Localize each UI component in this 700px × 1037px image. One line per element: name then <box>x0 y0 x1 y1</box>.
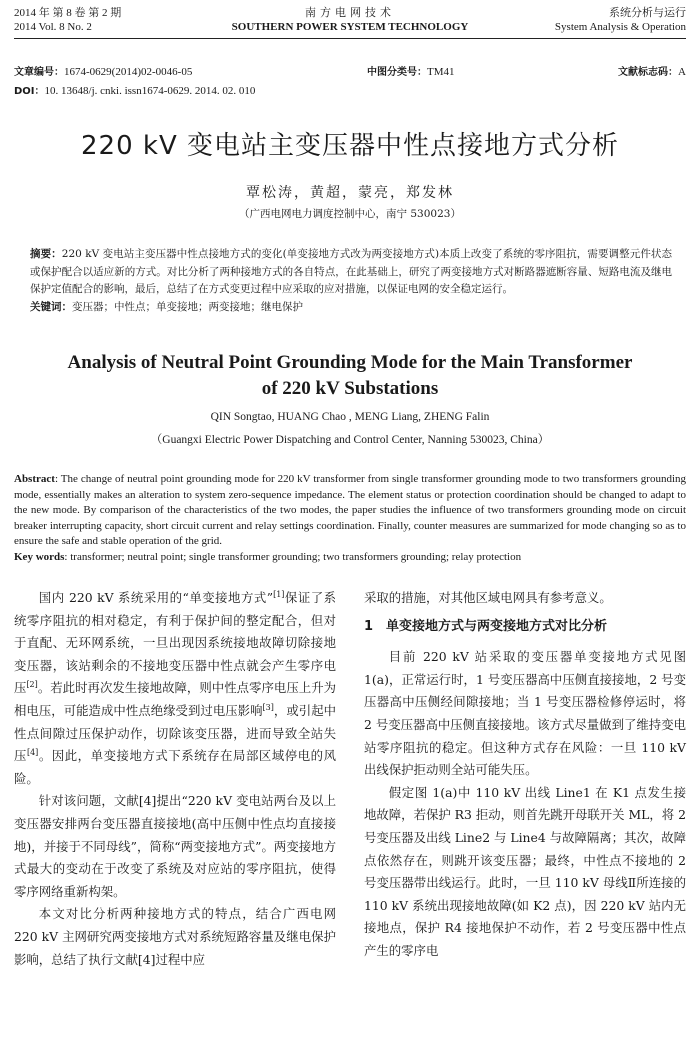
abstract-en <box>14 472 686 565</box>
citation: [1] <box>273 589 285 599</box>
abstract-zh-text: 220 kV 变电站主变压器中性点接地方式的变化(单变接地方式改为两变接地方式)本质上改变了系统的零序阻抗，需要调整元件状态或保护配合以适应新的方式。对比分析了两种接地方式的各自特点，在此基础上，研究了两变接地方式对断路器遮断容量、短路电流及继电保护定值配合的影响，最后，总结了在方式变更过程中应采取的应对措施，以保证电网的安全稳定运行。 <box>30 248 672 295</box>
body-left-column <box>14 587 336 971</box>
doi-label: DOI： <box>14 86 45 97</box>
journal-name-en: SOUTHERN POWER SYSTEM TECHNOLOGY <box>231 21 469 33</box>
body-paragraph: 采取的措施，对其他区域电网具有参考意义。 <box>364 590 612 605</box>
abstract-zh-label: 摘要： <box>30 248 62 260</box>
section-heading-1: 1 单变接地方式与两变接地方式对比分析 <box>364 618 608 634</box>
text-span: 国内 220 kV 系统采用的“单变接地方式” <box>38 590 274 605</box>
text-span: 。因此，单变接地方式下系统存在局部区域停电的风险。 <box>14 748 337 786</box>
abstract-en-label: Abstract <box>14 473 55 485</box>
issue-en: 2014 Vol. 8 No. 2 <box>14 21 92 33</box>
issue-zh: 2014 年 第 8 卷 第 2 期 <box>14 7 122 19</box>
affiliation-zh: （广西电网电力调度控制中心，南宁 530023） <box>239 208 461 220</box>
article-number <box>14 65 192 80</box>
clc-value: TM41 <box>427 66 455 78</box>
abstract-en-text: : The change of neutral point grounding mode for 220 kV transformer from single transformer grounding mode to two transformers grounding mode, essentially makes an alteration to system zero-sequence impedance. The element status or protection coordination should be changed to adapt to the new mode. By comparison of the characteristics of the two modes, the paper studies the influence of two transformers grounding mode on circuit breaker interrupting capacity, short circuit current and relay settings coordination. Finally, counter measures are summarized for mode changing so as to ensure the safe and stable operation of the grid. <box>14 473 686 547</box>
authors-zh: 覃松涛，黄超，蒙亮，郑发林 <box>246 185 454 201</box>
keywords-zh-label: 关键词： <box>30 300 72 313</box>
title-en-line2: of 220 kV Substations <box>261 378 439 399</box>
journal-name-zh: 南方电网技术 <box>305 6 395 19</box>
header-rule <box>14 38 686 39</box>
article-number-value: 1674-0629(2014)02-0046-05 <box>64 66 193 78</box>
section-zh: 系统分析与运行 <box>609 7 686 19</box>
citation: [4] <box>26 748 39 758</box>
title-en-line1: Analysis of Neutral Point Grounding Mode for the Main Transformer <box>67 352 633 373</box>
citation: [3] <box>262 702 274 712</box>
document-code <box>618 65 686 80</box>
clc-label: 中图分类号： <box>367 67 427 78</box>
doi-value: 10. 13648/j. cnki. issn1674-0629. 2014. 02. 010 <box>44 85 256 97</box>
doi <box>14 84 255 99</box>
text-span: 保证了系统零序阻抗的相对稳定，有利于保护间的整定配合，但对于直配、无环网系统，一旦出现因系统接地故障切除接地变压器，该站剩余的不接地变压器中性点就会产生零序电压 <box>14 590 337 696</box>
section-name <box>555 6 686 34</box>
keywords-en-label: Key words <box>14 550 65 563</box>
body-paragraph: 本文对比分析两种接地方式的特点，结合广西电网 220 kV 主网研究两变接地方式对系统短路容量及继电保护影响，总结了执行文献[4]过程中应 <box>14 906 336 967</box>
article-number-label: 文章编号： <box>14 67 64 78</box>
keywords-en: : transformer; neutral point; single transformer grounding; two transformers grounding; relay protection <box>64 550 522 563</box>
text-span: ，或引起中性点间隙过压保护动作，切除该变压器，进而导致全站失压 <box>14 702 337 764</box>
body-right-column <box>364 587 686 963</box>
text-span: 。若此时再次发生接地故障，则中性点零序电压上升为相电压，可能造成中性点绝缘受到过电压影响 <box>14 680 337 718</box>
clc-number <box>367 65 455 80</box>
title-en <box>40 350 660 402</box>
keywords-zh: 变压器；中性点；单变接地；两变接地；继电保护 <box>72 300 303 313</box>
document-code-value: A <box>678 66 686 78</box>
body-paragraph: 假定图 1(a)中 110 kV 出线 Line1 在 K1 点发生接地故障，若保护 R3 拒动，则首先跳开母联开关 ML，将 2 号变压器及出线 Line2 与 Line4 与故障隔离；其次，故障点依然存在，则跳开该变压器；最终，中性点不接地的 2 号变压器带出线运行。此时，一旦 110 kV 母线Ⅱ所连接的 110 kV 系统出现接地故障(如 K2 点)，因 220 kV 站内无接地点，保护 R4 接地保护不动作，若 2 号变压器中性点产生的零序电 <box>364 784 686 958</box>
authors-en: QIN Songtao, HUANG Chao , MENG Liang, ZHENG Falin <box>210 411 490 423</box>
body-paragraph <box>14 587 336 790</box>
title-zh: 220 kV 变电站主变压器中性点接地方式分析 <box>81 131 619 161</box>
section-en: System Analysis & Operation <box>554 21 686 33</box>
affiliation-en: （Guangxi Electric Power Dispatching and Control Center, Nanning 530023, China） <box>150 434 550 446</box>
body-paragraph: 目前 220 kV 站采取的变压器单变接地方式见图 1(a)，正常运行时，1 号变压器高中压侧直接接地，2 号变压器高中压侧经间隙接地；当 1 号变压器检修停运时，将 2 号变压器高中压侧直接接地。该方式尽量做到了维持变电站零序阻抗的稳定。但这种方式存在风险：一旦 110 kV 出线保护拒动则全站可能失压。 <box>364 649 686 778</box>
body-paragraph: 针对该问题，文献[4]提出“220 kV 变电站两台及以上变压器安排两台变压器直接接地(高中压侧中性点均直接接地)，并接于不同母线”，简称“两变接地方式”。两变接地方式最大的变动在于改变了系统及对应站的零序阻抗，使得零序网络重新构架。 <box>14 793 336 899</box>
abstract-zh <box>30 246 672 316</box>
citation: [2] <box>26 680 38 690</box>
document-code-label: 文献标志码： <box>618 67 679 78</box>
